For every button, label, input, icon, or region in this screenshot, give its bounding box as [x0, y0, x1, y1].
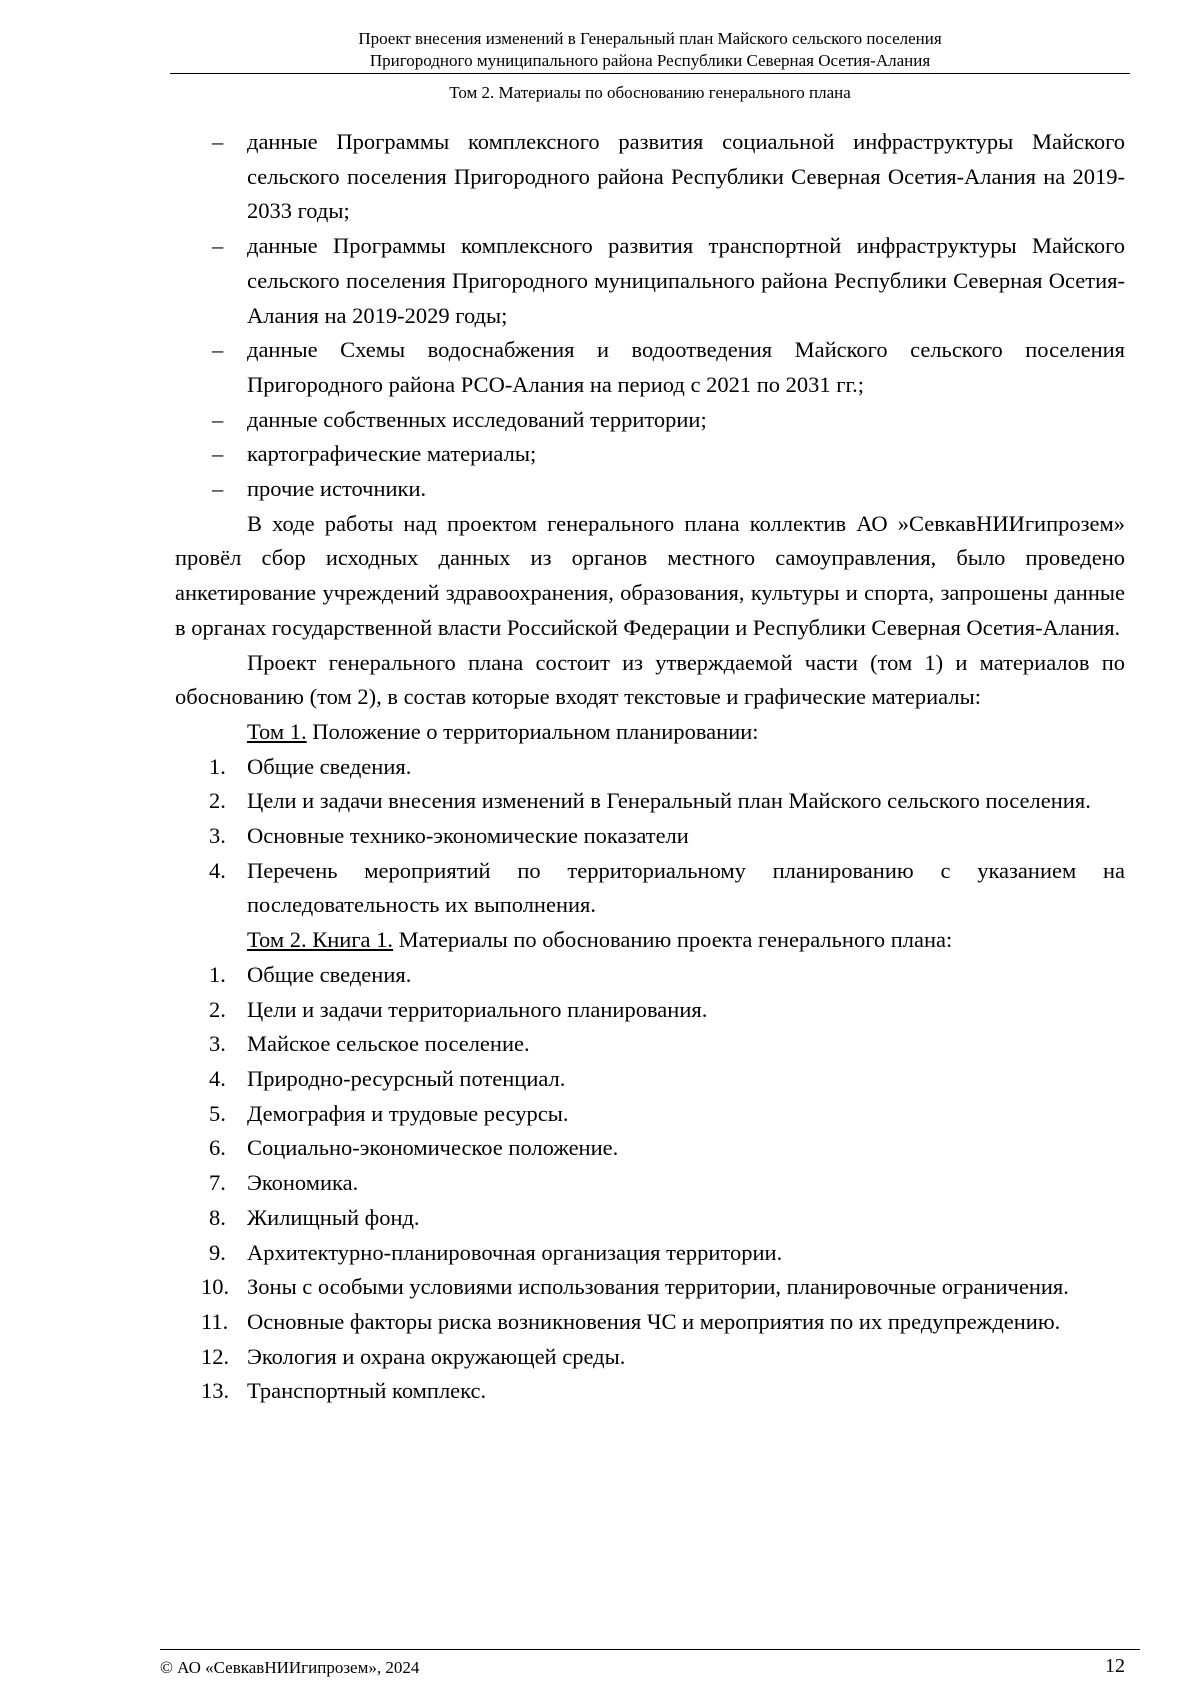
bullet-marker: –	[212, 476, 224, 502]
item-number: 8.	[209, 1204, 226, 1230]
list-item-text: Транспортный комплекс.	[247, 1378, 487, 1404]
volume-2-list	[175, 958, 1125, 1409]
bullet-list	[175, 125, 1125, 507]
list-item	[175, 819, 1125, 854]
list-item	[175, 1027, 1125, 1062]
list-item	[175, 1270, 1125, 1305]
volume-2-label: Том 2. Книга 1.	[247, 927, 394, 953]
item-number: 12.	[201, 1343, 230, 1369]
paragraph: Проект генерального плана состоит из утверждаемой части (том 1) и материалов по обоснованию (том 2), в состав которые входят текстовые и графические материалы:	[175, 649, 1125, 710]
list-item-text: картографические материалы;	[247, 441, 537, 467]
list-item	[175, 333, 1125, 402]
list-item	[175, 1374, 1125, 1409]
list-item-text: данные Схемы водоснабжения и водоотведения Майского сельского поселения Пригородного района РСО-Алания на период с 2021 по 2031 гг.;	[247, 337, 1125, 397]
bullet-marker: –	[212, 129, 224, 154]
volume-1-heading	[175, 715, 1125, 750]
bullet-marker: –	[212, 233, 224, 259]
list-item	[175, 125, 1125, 229]
paragraph: В ходе работы над проектом генерального плана коллектив АО »СевкавНИИгипрозем» провёл сбор исходных данных из органов местного самоуправления, было проведено анкетирование учреждений здравоохранения, образования, культуры и спорта, запрошены данные в органах государственной власти Российской Федерации и Республики Северная Осетия-Алания.	[175, 510, 1125, 640]
list-item	[175, 403, 1125, 438]
list-item	[175, 784, 1125, 819]
list-item	[175, 854, 1125, 923]
list-item	[175, 1340, 1125, 1375]
volume-2-title: Материалы по обоснованию проекта генерального плана:	[393, 927, 953, 953]
item-number: 4.	[209, 857, 226, 883]
header-line-1: Проект внесения изменений в Генеральный план Майского сельского поселения	[358, 29, 942, 48]
list-item-text: Демография и трудовые ресурсы.	[247, 1100, 569, 1126]
list-item-text: Архитектурно-планировочная организация территории.	[247, 1239, 783, 1265]
list-item	[175, 958, 1125, 993]
item-number: 1.	[209, 753, 226, 779]
volume-2-heading	[175, 923, 1125, 958]
list-item	[175, 1201, 1125, 1236]
list-item-text: данные Программы комплексного развития социальной инфраструктуры Майского сельского поселения Пригородного района Республики Северная Осетия-Алания на 2019-2033 годы;	[247, 129, 1125, 224]
list-item	[175, 1097, 1125, 1132]
footer-copyright: © АО «СевкавНИИгипрозем», 2024	[160, 1658, 420, 1677]
list-item-text: Общие сведения.	[247, 961, 412, 987]
list-item-text: Цели и задачи территориального планирования.	[247, 996, 708, 1022]
item-number: 2.	[209, 788, 226, 814]
item-number: 5.	[209, 1100, 226, 1126]
item-number: 11.	[201, 1308, 229, 1334]
page-number: 12	[1105, 1655, 1125, 1677]
volume-1-title: Положение о территориальном планировании:	[306, 718, 759, 744]
list-item-text: прочие источники.	[247, 476, 427, 502]
list-item-text: Перечень мероприятий по территориальному планированию с указанием на последовательность их выполнения.	[247, 857, 1125, 918]
volume-1-list	[175, 750, 1125, 924]
list-item	[175, 472, 1125, 507]
list-item	[175, 750, 1125, 785]
bullet-marker: –	[212, 441, 224, 467]
item-number: 7.	[209, 1170, 226, 1196]
list-item-text: Основные факторы риска возникновения ЧС и мероприятия по их предупреждению.	[247, 1308, 1061, 1334]
item-number: 1.	[209, 961, 226, 987]
running-header	[170, 28, 1130, 72]
list-item-text: Экология и охрана окружающей среды.	[247, 1343, 626, 1369]
list-item-text: Цели и задачи внесения изменений в Генеральный план Майского сельского поселения.	[247, 788, 1091, 814]
item-number: 2.	[209, 996, 226, 1022]
list-item	[175, 1166, 1125, 1201]
list-item-text: Общие сведения.	[247, 753, 412, 779]
list-item	[175, 229, 1125, 333]
item-number: 3.	[209, 1031, 226, 1057]
header-line-2: Пригородного муниципального района Республики Северная Осетия-Алания	[369, 51, 931, 70]
list-item-text: Основные технико-экономические показатели	[247, 823, 689, 849]
list-item	[175, 1131, 1125, 1166]
item-number: 6.	[209, 1135, 226, 1161]
bullet-marker: –	[212, 406, 224, 432]
item-number: 3.	[209, 823, 226, 849]
list-item-text: Жилищный фонд.	[247, 1204, 420, 1230]
list-item	[175, 1236, 1125, 1271]
list-item	[175, 1062, 1125, 1097]
item-number: 10.	[201, 1274, 230, 1300]
list-item-text: Зоны с особыми условиями использования территории, планировочные ограничения.	[247, 1274, 1069, 1300]
list-item-text: данные собственных исследований территории;	[247, 406, 707, 432]
list-item-text: Экономика.	[247, 1170, 359, 1196]
list-item-text: Майское сельское поселение.	[247, 1031, 530, 1057]
header-rule	[170, 73, 1130, 74]
item-number: 4.	[209, 1065, 226, 1091]
list-item	[175, 1305, 1125, 1340]
item-number: 9.	[209, 1239, 226, 1265]
item-number: 13.	[201, 1378, 230, 1404]
bullet-marker: –	[212, 337, 224, 363]
list-item-text: данные Программы комплексного развития транспортной инфраструктуры Майского сельского поселения Пригородного муниципального района Республики Северная Осетия-Алания на 2019-2029 годы;	[247, 233, 1125, 328]
list-item-text: Социально-экономическое положение.	[247, 1135, 619, 1161]
list-item	[175, 993, 1125, 1028]
list-item-text: Природно-ресурсный потенциал.	[247, 1065, 566, 1091]
document-body	[175, 125, 1125, 1409]
list-item	[175, 437, 1125, 472]
volume-1-label: Том 1.	[247, 718, 307, 744]
header-line-3: Том 2. Материалы по обоснованию генерального плана	[449, 83, 851, 102]
footer-rule	[160, 1649, 1140, 1650]
